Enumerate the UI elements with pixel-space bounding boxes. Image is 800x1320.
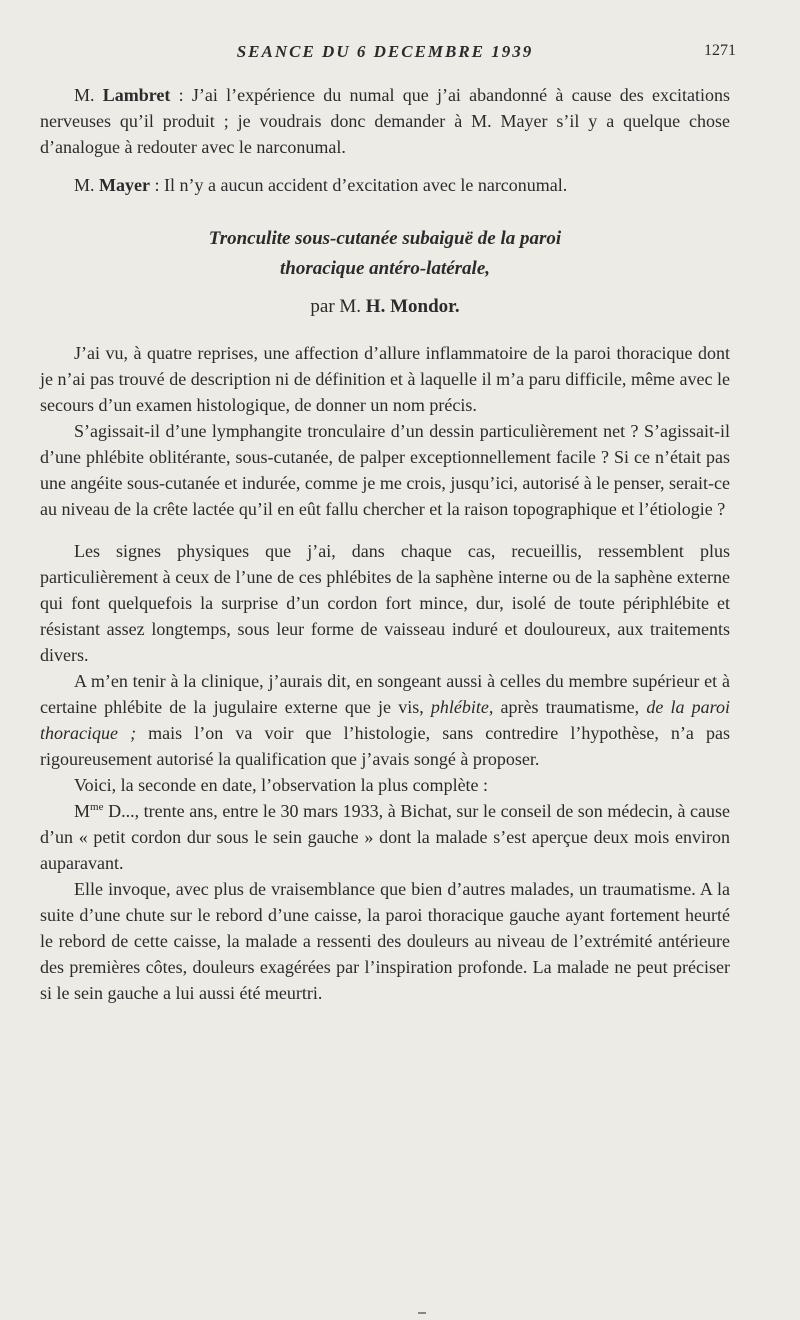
footer-mark bbox=[418, 1312, 426, 1314]
article-title bbox=[40, 224, 730, 284]
article-title-line-2: thoracique antéro-latérale, bbox=[279, 258, 491, 279]
article-paragraph: J’ai vu, à quatre reprises, une affection d’allure inflammatoire de la paroi thoracique dont je n’ai pas trouvé de description ni de définition et à laquelle il m’a paru difficile, même avec le secours d’un examen histologique, de donner un nom précis. bbox=[40, 343, 730, 415]
page-body bbox=[40, 82, 730, 1006]
article-byline bbox=[40, 294, 730, 320]
text-run: M bbox=[74, 801, 91, 821]
text-run: D..., trente ans, entre le 30 mars 1933, à Bichat, sur le conseil de son médecin, à cause d’un « petit cordon dur sous le sein gauche » dont la malade s’est aperçue deux mois environ auparavant. bbox=[40, 801, 730, 873]
article-paragraph: Voici, la seconde en date, l’observation la plus complète : bbox=[74, 775, 489, 795]
article-paragraph: Les signes physiques que j’ai, dans chaque cas, recueillis, ressemblent plus particulièrement à ceux de l’une de ces phlébites de la saphène interne ou de la saphène externe qui font quelquefois la surprise d’un cordon fort mince, dur, isolé de toute périphlébite et résistant assez longtemps, sous leur forme de vaisseau induré et douloureux, aux traitements divers. bbox=[40, 541, 730, 665]
superscript: me bbox=[90, 801, 104, 813]
text-run: mais l’on va voir que l’histologie, sans contredire l’hypothèse, n’a pas rigoureusement autorisé la qualification que j’avais songé à proposer. bbox=[40, 723, 730, 769]
speaker-name-mayer: Mayer bbox=[99, 175, 150, 195]
byline-prefix: par M. bbox=[310, 296, 366, 317]
speaker-prefix: M. bbox=[74, 175, 100, 195]
speaker-prefix: M. bbox=[74, 85, 103, 105]
article-paragraph: S’agissait-il d’une lymphangite tronculaire d’un dessin particulièrement net ? S’agissait-il d’une phlébite oblitérante, sous-cutanée, de palper exceptionnellement facile ? Si ce n’était pas une angéite sous-cutanée et indurée, comme je me crois, jusqu’ici, autorisé à le penser, serait-ce au niveau de la crête lactée qu’il en eût fallu chercher et la raison topographique et l’étiologie ? bbox=[40, 421, 730, 519]
speaker-name-lambret: Lambret bbox=[102, 85, 171, 105]
italic-run: de la paroi thoracique ; bbox=[40, 697, 730, 743]
italic-run: phlébite, bbox=[430, 697, 494, 717]
article-paragraph bbox=[40, 668, 730, 772]
running-title: SEANCE DU 6 DECEMBRE 1939 bbox=[236, 42, 534, 61]
running-header bbox=[40, 42, 736, 64]
byline-author: H. Mondor. bbox=[365, 296, 460, 317]
page-number: 1271 bbox=[704, 42, 736, 59]
speaker-remark: : Il n’y a aucun accident d’excitation avec le narconumal. bbox=[149, 175, 568, 195]
article-paragraph bbox=[40, 798, 730, 876]
discussion-paragraph-lambret bbox=[40, 82, 730, 160]
speaker-remark: : J’ai l’expérience du numal que j’ai abandonné à cause des excitations nerveuses qu’il produit ; je voudrais donc demander à M. Mayer s’il y a quelque chose d’analogue à redouter avec le narconumal. bbox=[40, 85, 730, 157]
article-title-line-1: Tronculite sous-cutanée subaiguë de la paroi bbox=[208, 228, 562, 249]
discussion-paragraph-mayer bbox=[40, 172, 730, 198]
text-run: après traumatisme, bbox=[493, 697, 647, 717]
text-run: A m’en tenir à la clinique, j’aurais dit, en songeant aussi à celles du membre supérieur et à certaine phlébite de la jugulaire externe que je vis, bbox=[40, 671, 730, 717]
article-paragraph: Elle invoque, avec plus de vraisemblance que bien d’autres malades, un traumatisme. A la suite d’une chute sur le rebord d’une caisse, la paroi thoracique gauche ayant fortement heurté le rebord de cette caisse, la malade a ressenti des douleurs au niveau de l’extrémité antérieure des premières côtes, douleurs exagérées par l’inspiration profonde. La malade ne peut préciser si le sein gauche a lui aussi été meurtri. bbox=[40, 879, 730, 1003]
